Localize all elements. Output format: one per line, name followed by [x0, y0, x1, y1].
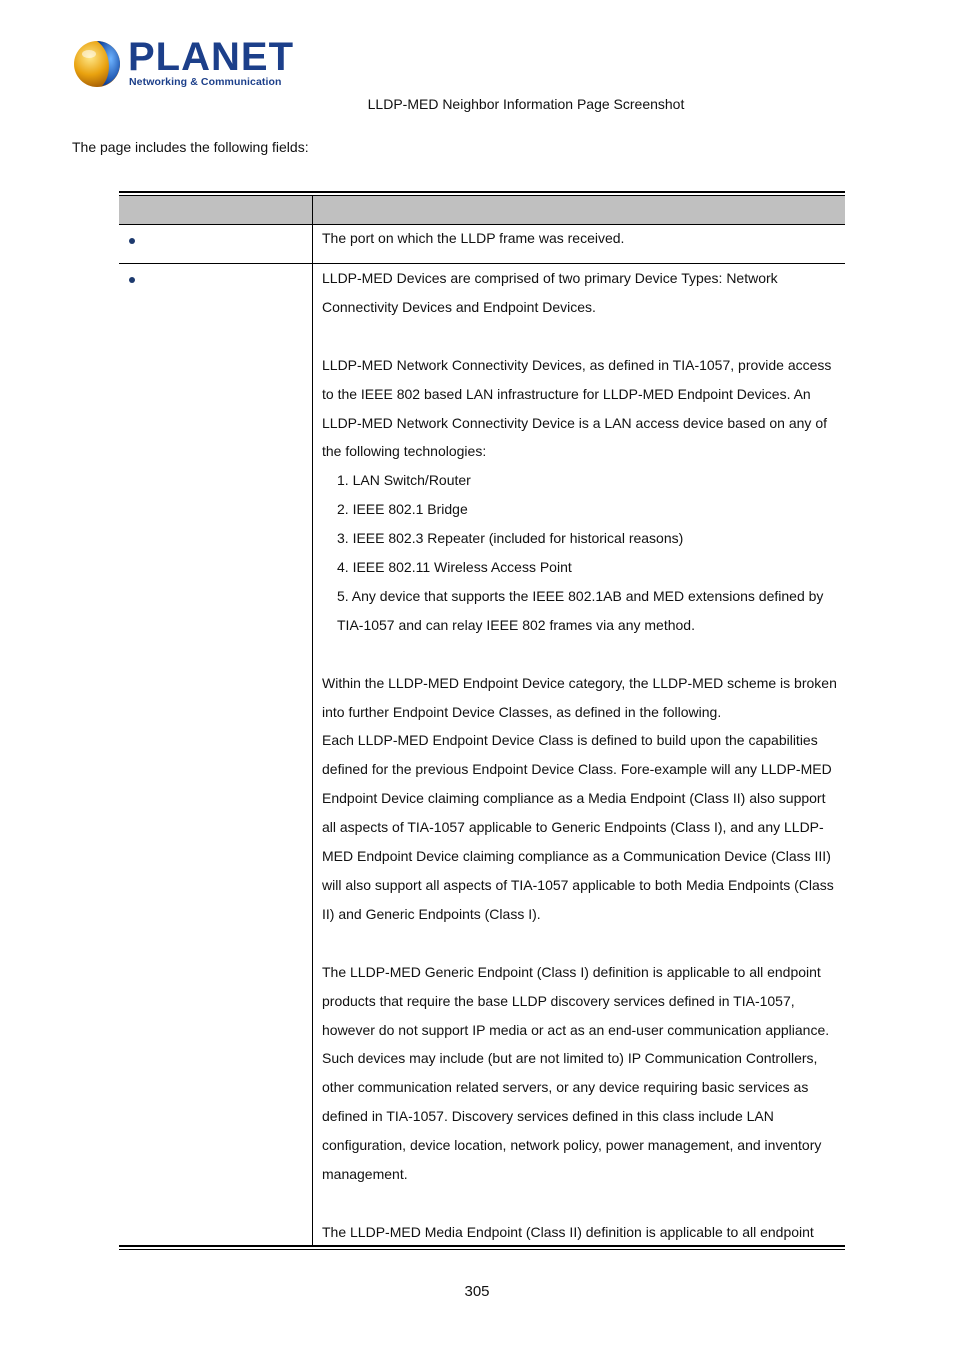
- table-header-row: [119, 196, 845, 225]
- table-bottom-rule-thin: [119, 1249, 845, 1250]
- description-paragraph: The LLDP-MED Media Endpoint (Class II) definition is applicable to all endpoint: [322, 1223, 814, 1240]
- globe-icon: [72, 38, 124, 90]
- description-paragraph: Each LLDP-MED Endpoint Device Class is defined to build upon the capabilities defined for the previous Endpoint Device Class. Fore-example will any LLDP-MED Endpoint Device claiming compliance as a Media Endpoint (Class II) also support all aspects of TIA-1057 applicable to Generic Endpoints (Class I), and any LLDP-MED Endpoint Device claiming compliance as a Communication Device (Class III) will also support all aspects of TIA-1057 applicable to both Media Endpoints (Class II) and Generic Endpoints (Class I).: [322, 732, 834, 922]
- description-paragraph: LLDP-MED Network Connectivity Devices, as defined in TIA-1057, provide access to the IEEE 802 based LAN infrastructure for LLDP-MED Endpoint Devices. An LLDP-MED Network Connectivity Device is a LAN access device based on any of the following technologies:: [322, 356, 832, 460]
- description-text: The port on which the LLDP frame was received.: [322, 230, 625, 246]
- logo-tagline: Networking & Communication: [129, 76, 282, 88]
- table-cell-description: [322, 264, 840, 1247]
- list-item: 1. LAN Switch/Router: [337, 472, 471, 489]
- intro-text: The page includes the following fields:: [72, 139, 309, 155]
- page-number: 305: [464, 1283, 490, 1300]
- description-paragraph: Within the LLDP-MED Endpoint Device category, the LLDP-MED scheme is broken into further Endpoint Device Classes, as defined in the following.: [322, 674, 837, 720]
- description-paragraph: The LLDP-MED Generic Endpoint (Class I) definition is applicable to all endpoint products that require the base LLDP discovery services defined in TIA-1057, however do not support IP media or act as an end-user communication appliance. Such devices may include (but are not limited to) IP Communication Controllers, other communication related servers, or any device requiring basic services as defined in TIA-1057. Discovery services defined in this class include LAN configuration, device location, network policy, power management, and inventory management.: [322, 963, 830, 1183]
- table-bottom-rule: [119, 1245, 845, 1247]
- list-item: 2. IEEE 802.1 Bridge: [337, 501, 468, 518]
- table-cell-description: [322, 224, 840, 253]
- technology-list: [322, 466, 840, 639]
- figure-caption: LLDP-MED Neighbor Information Page Screenshot: [367, 96, 685, 112]
- row-bullet-icon: [129, 238, 135, 244]
- list-item: 5. Any device that supports the IEEE 802.1AB and MED extensions defined by TIA-1057 and can relay IEEE 802 frames via any method.: [337, 587, 824, 633]
- list-item: 3. IEEE 802.3 Repeater (included for historical reasons): [337, 530, 684, 547]
- row-bullet-icon: [129, 277, 135, 283]
- description-paragraph: LLDP-MED Devices are comprised of two primary Device Types: Network Connectivity Devices and Endpoint Devices.: [322, 270, 778, 315]
- planet-logo: [72, 35, 294, 92]
- fields-table: [119, 191, 845, 1249]
- column-divider: [312, 196, 313, 1245]
- table-top-rule: [119, 191, 845, 193]
- logo-wordmark: PLANET: [128, 35, 294, 79]
- list-item: 4. IEEE 802.11 Wireless Access Point: [337, 559, 572, 576]
